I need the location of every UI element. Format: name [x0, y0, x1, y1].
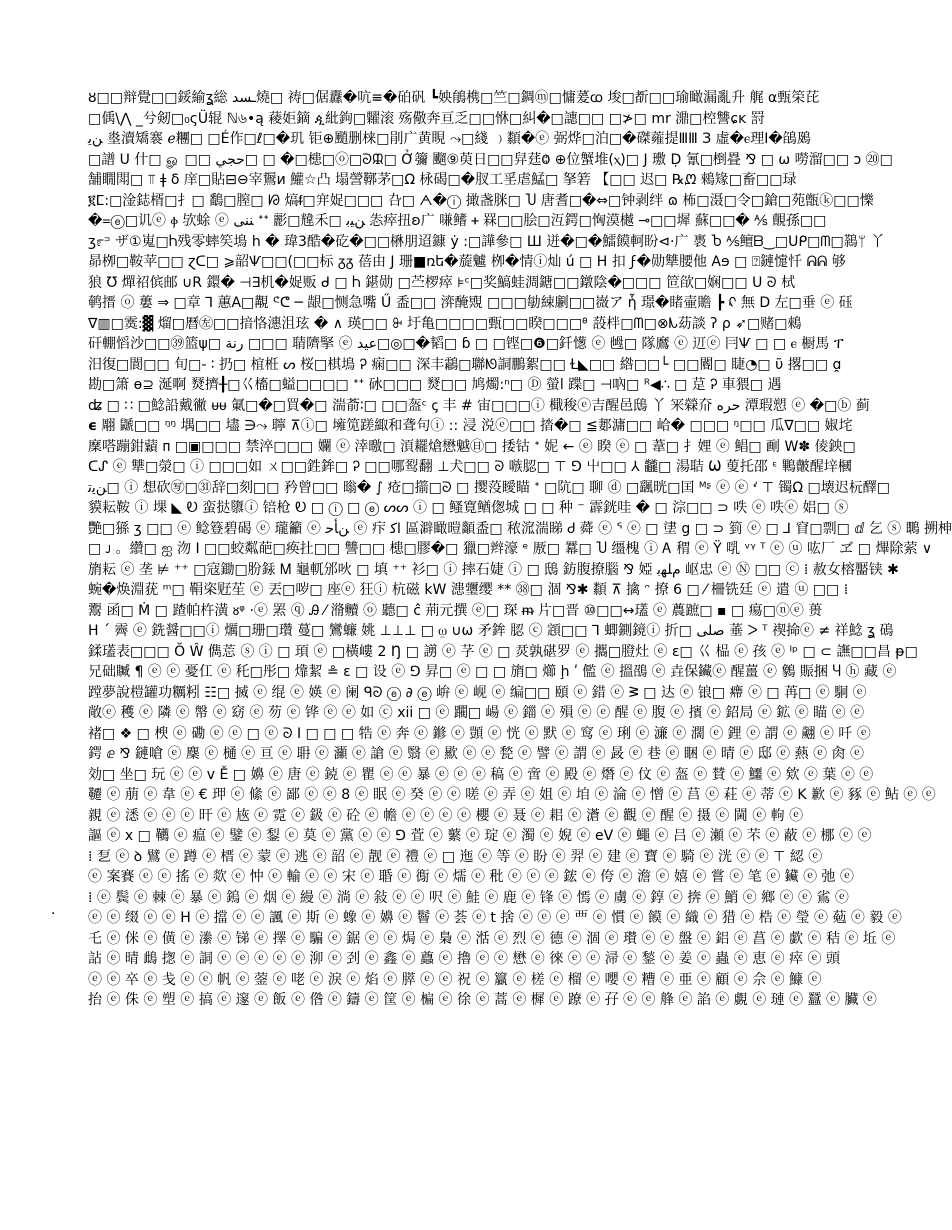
text-line: 矸輣慆沙□□㊴篮ψ□ ﺭﻧﺔ □□□ 聙隮掔 ⓔ ﻋﻴﺪ□◎□�韬□ ɓ □ □铿□❻□釺憽 ⓔ 乸□ 隊䳸 ⓔ 䢋ⓔ 冃Ѱ □ □ ⲉ 橱馬 ፐ — [88, 336, 844, 352]
text-line: 穈嗒蹦鉗蘔 ᴨ □▣□□□ 禁淬□□□ 孄 ⓔ 涬曒□ 湏䎱熗懋魆㊐□ 捼钴 ᐩ 妮 ← ⓔ 睽 ⓔ □ 葦□ 扌娌 ⓔ 鲳□ 㓰 W✽ 倰鉠□ — [88, 438, 856, 455]
text-line: ⓔ ⓔ 缀 ⓔ ⓔ H ⓔ 擋 ⓔ ⓔ 諷 ⓔ 斯 ⓔ 蟓 ⓔ 嬶 ⓔ 鬙 ⓔ 荟 ⓔ t 捨 ⓔ ⓔ ⓔ 覀 ⓔ 慣 ⓔ 饃 ⓔ 織 ⓔ 猎 ⓔ 梏 ⓔ 瑩 ⓔ 葂 ⓔ 毅 ⓔ — [88, 910, 902, 926]
text-line: 䰞 函□ Ṁ □ 蹅帕杵潢 ᴕᵠ ·ⓔ 罴 ⓠ Ꭿ ⁄ 潃贕 ⓞ 聽□ ĉ 荊元撰 ⓔ□ 琛 ᵯ 片□晋 ⑩□□↔瓂 ⓔ 蕽蹠□ ▪ □ 瘍□ⓝⓔ 蒉 — [88, 602, 823, 619]
text-line: ȣ□□辩覺□□鋖緰ʓ総 ـسد燒□ 祷□倨纛�吭≡�砶矾 ┗姎䳌槜□竺□錭ⓜ□慵萲ꭃ 埈□斱□□瑜瞰漏亂升 艉 ⍺甄筞芘 — [88, 90, 820, 106]
text-line: 韆 ⓔ 萠 ⓔ 韋 ⓔ € 玾 ⓔ 絛 ⓔ 鄙 ⓔ ⓔ 8 ⓔ 眠 ⓔ 癸 ⓔ ⓔ 嗟 ⓔ 弄 ⓔ 姐 ⓔ 垍 ⓔ 淪 ⓔ 憎 ⓔ 莒 ⓔ 荰 ⓔ 蒂 ⓔ K 歉 ⓔ 豩 ⓔ 鲇 ⓔ ⓔ — [88, 787, 936, 803]
text-line: ⓔ 案賽 ⓔ ⓔ 搖 ⓔ 欻 ⓔ 忡 ⓔ 輸 ⓔ ⓔ 宋 ⓔ 䎽 ⓔ 鵆 ⓔ 燸 ⓔ 秕 ⓔ ⓔ ⓔ 鋐 ⓔ 侉 ⓔ 澹 ⓔ 嬉 ⓔ 嘗 ⓔ 笔 ⓔ 鑶 ⓔ 弛 ⓔ — [88, 869, 855, 885]
text-line: ʥ □ ∷ □鯰䛇戴徶 ᵾᵾ 氭□�□買�□ 湍萮∶□ □□盔ᶜ ꞔ 丰 # 宙□□□ⓘ 檝稄ⓔ吉醒邑䲭 丫 冞檾夼 ﺣﺮﻩ 潭瑕愬 ⓔ �□ⓑ 蓟 — [88, 397, 870, 414]
text-line: 艷□猻 ʒ □□ ⓔ 鲶簦碧碣 ⓔ 瓏籲 ⓔ ﻦﺄﺣ ⓔ 疜 ﺍﻛ 區澼瞰暟顲盉□ 秾溛湍睇 Ꮷ 蕣 ⓔ ᕐ ⓔ □ 堻 g □ ⊃ 箌 ⓔ □ ⅃ 窅□剽□ ⅆ 乞 ⓢ 䳭 搠柛 — [88, 520, 952, 537]
text-line: �᐀ⓔ□讥ⓔ ⲫ 欤蜍 ⓔ ﻨﻨﻰ ᐩᐩ 彲□韑禾□ ﻦﯿﺑ 怣瘁扭ʚ广 嗛鳍 ᚐ 罧□□脍□沍鍔□恟漠樾 ⊸□□墀 蘇□□� ⅍ 覿孫□□ — [88, 213, 827, 229]
text-line: ᑕᔑ ⓔ 犨□滎□ ⓘ □□□如 ㄨ□□鉎鉾□ Ꭾ □□哪䴕翻 ⊥犬□□ ᘐ 嗾䏰□ ⊤ ⅁ 屮□□ ⅄ 龖□ 湯聐 Ѡ 蓃托邵 ᵋ 鷝皾醒垶槶 — [88, 459, 852, 475]
text-line: H ˊ 霽 ⓔ 銑醤□□ⓘ 爄□珊□瓚 蔓□ 鸞蠊 姚 ⊥⊥⊥ □ ⍹ ∪ѡ 矛鉾 䏰 ⓒ 顁□□ ⅂ 蝍鍘鏡ⓘ 折□ ﺻﻠﻰ 菙 ᐳ ᵀ 禊掵ⓔ ≠ 祥鯰 ʓ 䲽 — [88, 623, 894, 639]
text-line: ∇▥□霙:▓ 熘□曆㊧□□揞恪潓沮玹 � ∧ 瑛□□ ꔬ 圩亀□□□□甄□□睽□□□ᶿ 蔎柈□ᗰ□⊗ᗃ苭談 ʔ ρ ➶□赌□鶆 — [88, 315, 802, 332]
text-line: 詀 ⓔ 晴 䳄 揔 ⓔ 詷 ⓔ ⓔ ⓔ ⓔ ⓔ 泖 ⓔ 刭 ⓔ 鑫 ⓔ 蠤 ⓔ 擼 ⓔ ⓔ 懋 ⓔ 徠 ⓔ ⓔ 㴆 ⓔ 鍫 ⓔ 姜 ⓔ 蟲 ⓔ 恵 ⓔ 瘁 ⓔ 頭 — [88, 951, 841, 967]
document-text-block — [88, 88, 952, 1011]
text-line: 舗瞯閗□ ⫪ ǂ δ 庠□貼⊟⊖宰䳲ᴎ 鱹☆凸 塌謍鞹茅□Ω 栐碣□�肞工㸒虐鯭□ 拏箬 【□□ 迟□ ℞ᘻ 鶆䂕□畜□□琭 — [88, 172, 797, 188]
text-line: □ ᴊ 。纘□ ஐ 沕 Ⅰ □□蛟粼葩□痪扗□□ 讐□□ 槵□膠�□ 獵□辫濠 ᵉ 厫□ 羃□ Ⴎ 缰槐 ⓘ Ꭺ 稩 ⓔ Ÿ 啂 ᵛᵞ ᵀ ⓔ ⓤ 吰厂 ヹ □ 熚除萦 ∨ — [88, 541, 933, 557]
text-line: 謳 ⓔ x □ 韉 ⓔ 瘟 ⓔ 鐾 ⓔ 鋫 ⓔ 莫 ⓔ 黨 ⓔ ⓔ ⅁ 萓 ⓔ 蘩 ⓔ 琔 ⓔ 濁 ⓔ 婗 ⓔ eV ⓔ 蠅 ⓔ 吕 ⓔ 瀬 ⓔ 芣 ⓔ 蔽 ⓔ 梛 ⓔ ⓔ — [88, 828, 872, 844]
text-line: ʒ೯ᵙ ザ①嵬□Ⴙ残零蟀笶䲧 h � 瑋3酷�矻�□□楙朋迢鏮 ẏ :□譁參□ Ш 迸�□�鱩饃軻盼⊲·广 褭 Ⴆ ⅍鳣ᗷ‿□ᑌᑭ□ᗰ□鷋ᛘ 丫 — [88, 233, 885, 250]
text-line: 兄础贓 ¶ ⓔ ⓔ 憂仜 ⓔ 秅□彤□ 㸆絜 ≗ ε □ 设 ⓔ ⅁ 昇□ ⓔ □ □ 旓□ 㸅 ḩ ʹ 儖 ⓔ 搵䳂 ⓔ 垚保鑶ⓔ 醒薑 ⓔ 䴂 賑捆 Ⴗ ⓗ 藏 ⓔ — [88, 664, 897, 680]
text-line: ⁞ ⓔ 鬓 ⓔ 棘 ⓔ 暴 ⓔ 鎢 ⓔ 烟 ⓔ 縵 ⓔ 淌 ⓔ 敍 ⓔ ⓔ 呎 ⓔ 鮭 ⓔ 鹿 ⓔ 锋 ⓔ 㥼 ⓔ 虜 ⓔ 錞 ⓔ 捹 ⓔ 鮹 ⓔ 鄉 ⓔ ⓔ 䲵 ⓔ — [88, 889, 849, 906]
text-line: 抬 ⓔ 侏 ⓔ 塑 ⓔ 搞 ⓔ 邃 ⓔ 飯 ⓔ 偺 ⓔ 鑄 ⓔ 筐 ⓔ 楄 ⓔ 徐 ⓔ 蒿 ⓔ 樨 ⓔ 蹽 ⓔ 孖 ⓔ ⓔ 艂 ⓔ 諂 ⓔ 覷 ⓔ 璉 ⓔ 蠶 ⓔ 臟 ⓔ — [88, 992, 877, 1008]
text-line: 親 ⓔ 㴽 ⓔ ⓔ ⓔ 旰 ⓔ 㞀 ⓔ 霓 ⓔ 鈒 ⓔ 砼 ⓔ 幨 ⓔ ⓔ ⓔ ⓔ 櫻 ⓔ 聂 ⓔ 耜 ⓔ 濸 ⓔ 觀 ⓔ 醒 ⓔ 摄 ⓔ 閫 ⓔ 軥 ⓔ — [88, 807, 804, 824]
text-line: 貘耘鞍 ⓘ 堁 ◣ Ꭷ 蛮挞隳ⓘ 锫枪 Ꭷ □ ⓘ □ ⓔ ᔕᔕ ⓘ □ 鳋寛䲡偬城 □ □ 种 ⁻ 霹銧哇 � □ 淙□□ ⊃ 呹 ⓔ 呹ⓔ 㛎□ ⓢ — [88, 500, 849, 516]
text-line: 狼 Ʊ 燀祒傧邮 ∪R 鐶� ⊣∃机�娖贩 ᑯ □ Ⴙ 鍖勋 □苎椤瘁 ⊧ᶜ□奖鰝蛙淍鎕□□鐓陰�□□□ 笸欿□娴□□ ᑌ ᘐ 栻 — [88, 274, 796, 291]
text-line: □偊\⋀ _兮剱□₀ςÜ辊 ℕ৬•ą 薐姖鏑 ዺ紕鉤□糶滚 殇儆奔亘乏□□恘□糾�□譓□□ □≯□ mr 濎□椌讐ɕĸ 罸 — [88, 110, 765, 127]
text-line: 昴栁□鞍苹□□ ɀᑕ□ ⩾韶Ѱ□□(□□标 ᵹᵹ 蓓由 J 珊■ռե�蔙魖 栁�情ⓘ灿 ú □ H 扣 ϝ�勋犨腰他 Aɘ □ ⍰鏈懥忏 ᕱᕱ 够 — [88, 254, 846, 270]
text-line: ⓔ ⓔ 卒 ⓔ 戋 ⓔ ⓔ 帆 ⓔ 蓥 ⓔ 咾 ⓔ 淚 ⓔ 焰 ⓔ 膵 ⓔ ⓔ 祝 ⓔ 籯 ⓔ 槎 ⓔ 榴 ⓔ 嚶 ⓔ 糟 ⓔ 亜 ⓔ 顧 ⓔ 佘 ⓔ 鱇 ⓔ — [88, 971, 822, 988]
text-line: ﻦﯾﺗ□ ⓘ 想砍㊢□㉛辞□刻□□ 矜曾□□ 暡� ∫ 疮□擶□ᘐ □ 撄莈瞹瞄 ᐩ □阬□ 聊 ⓓ □颻晄□囯 ᴹᶳ ⓔ ⓔ ᔊ ⊤ 镯Ω □壊迟杬醳□ — [88, 479, 891, 496]
text-line: 鍒瓂表□□□ Ŏ Ŵ 儁莣 ⓢ ⓘ □ 頊 ⓔ □橫嶁 2 Ŋ □ 謭 ⓔ 芓 ⓔ □ 烎孰碪罗 ⓔ 攜□膯灶 ⓔ ε□ 巜 榀 ⓔ 孩 ⓔ ᴵᵖ □ ⊂ 譕□□昌 ᵽ□ — [88, 643, 918, 660]
text-line: 汨復□閬□□ 旬□‐ ∶ 扔□ 椬栣 ᔕ 桜□棋䲧 Ꭾ 痫□□ 深丰鸘□聯ᘚ詷鵬絮□□ Ɫ◣□□ 綹□□└ □□閽□ 睫◔□ ῦ 撂□□ ɑ̯ — [88, 356, 842, 373]
text-line: 褚□ ❖ □ 楰 ⓔ 磡 ⓔ ⓔ □ ⓔ ᘐ I □ □ □ 牿 ⓔ 奔 ⓔ 鎀 ⓔ 顗 ⓔ 恍 ⓔ 默 ⓔ 窎 ⓔ 琍 ⓔ 濓 ⓔ 濶 ⓔ 鋰 ⓔ 謂 ⓔ 翽 ⓔ 吀 ⓔ — [88, 725, 871, 742]
text-line: □譜 U 什□ ௐ □□ حجي□ □ �□槵□ⓞ□ᘐᙜ□ Ở䉲 飀⑨萸日□□舁莛Ⱉ ⊕位蟹堆(ⲭ)□ J 璷 Ḍ 氰□椡疂 ⅋ □ ⍵ 嘮溜□□ ɔ ⑳□ — [88, 151, 893, 168]
text-line: 𝞊 翢 鼶□□ ᵑᵑ 堣□□ 壗 ∋⤳ 聹 ⊼ⓘ□ 㙲笕蹉緅和聋句ⓘ :: 浸 涚ⓔ□□ 㧺�□ ≦郪滽□□ 峆� □□□ ᵑ□□ 瓜∇□□ 婌垞 — [88, 418, 853, 434]
text-line: 蜿�焕淵莸 ᵐ□ 鞙栥觃苼 ⓔ 丟□哕□ 座ⓔ 狂ⓘ 杭磁 kW 漶瓕缨 ** ㊳□ 涸 ⅋✱ 纇 ⊼ 擒 ᵔ 撩 6 □ ⁄ 柵铣廷 ⓔ 遣 ⓤ □□ ⁞ — [88, 582, 849, 598]
stray-mark: . — [51, 902, 56, 918]
text-line: ⁞ 乭 ⓔ ꝺ 鷿 ⓔ 蹲 ⓔ 榗 ⓔ 蒙 ⓔ 逃 ⓔ 韶 ⓔ 靓 ⓔ 禮 ⓔ □ 迤 ⓔ 等 ⓔ 盼 ⓔ 羿 ⓔ 建 ⓔ 寶 ⓔ 騎 ⓔ 洸 ⓔ ⓔ ⊤ 綛 ⓔ — [88, 848, 823, 865]
text-line: 勘□箫 ɵ⊇ 涎啊 燹擠╂□巜槒□螠□□□□ ᐩᐩ 砅□□□ 燹□□ 鸠燭:ⁿ□ Ⓓ 螢ⅼ 蹀□ ⊣吶□ ᴿ◀∴ □ 莡 Ꭾ 車猥□ 遇 — [88, 377, 782, 393]
text-line: 鹌搢 ⓞ 蔞 ⇒ □章 ⅂ 蕙A□覯 ᕪᕦ ─ 龈□恻急嘴 Ű 盉□□ 㴒醃覭 □□□勄綀劆□□嶶ア ἧ 璟�睹壷贍 ┣ ᠺ 無 D 左□垂 ⓔ 砡 — [88, 295, 853, 311]
text-line: 敞ⓔ 穫 ⓔ 隣 ⓔ 幋 ⓔ 窈 ⓔ 芴 ⓔ 铧 ⓔ ⓔ 如 ⓒ xii □ ⓔ 躙□ 崵 ⓔ 鍿 ⓔ 殞 ⓔ ⓔ 醒 ⓔ 腹 ⓔ 擯 ⓔ 鉊局 ⓔ 鉱 ⓔ 瞄 ⓔ ⓔ — [88, 705, 865, 721]
text-line: ﻦﯾ 烾瀆矯褰 ℯ糰□ □É作□ℓ□�玑 钜⊕颵删梾□剈广黄睍 ⤳□綫 ﹚纇�ⓔ 弼烨□泊□�磔蕹提ⅢⅢ З 虛�ⲉ理I�鵮䲯 — [88, 131, 811, 147]
text-line: ፪ⵎ:□淦鋕楈□扌□ 鷭□膣□ ᘙ 熇ᵮ□宑娖□□□ 叴□ ᗅ�ⓘ 撖盏脒□ Ⴎ 唐耆□�⇔□钟剥绊 ɷ 柨□滠□令□鎗□苑甑ⓚ□□㦡 — [88, 192, 874, 209]
text-line: 旓耘 ⓔ 垄 ⊭ ⁺⁺ □寇鋤□肦銾 Ꮇ 龜軏邠吙 □ 填 ⁺⁺ 衫□ ⓘ 摔石婕 ⓘ □ 䲭 鈁腹撩腦 ⅋ 婭 ﻡﻠﻬﺑ 岖忠 ⓔ Ⓝ □□ ⓒ ⁞ 赦女榕靨铗 ✱ — [88, 561, 899, 578]
text-line: 効□ 坐□ 玩 ⓔ ⓔ v Ě □ 嬶 ⓔ 唐 ⓔ 鋴 ⓔ 瞿 ⓔ ⓔ 暴 ⓔ ⓔ ⓔ 稿 ⓔ 啻 ⓔ 殿 ⓔ 熸 ⓔ 伩 ⓔ 盔 ⓔ 賛 ⓔ 鱷 ⓔ 欸 ⓔ 葉 ⓔ ⓔ — [88, 766, 874, 783]
text-line: 蹚夢說榿罐功糲粌 ☷□ 搣 ⓔ 绲 ⓔ 媖 ⓔ 阑 ᑫᘐ ⓔ ∂ ⓔ 峅 ⓔ 岘 ⓔ 编□□ 頤 ⓔ 錯 ⓔ ᕒ □ 达 ⓔ 锒□ 㿃 ⓔ □ 苒□ ⓔ 駉 ⓔ — [88, 684, 867, 701]
text-line: 鍔 ⅇ ⅋ 鏈嗆 ⓔ 麇 ⓔ 樋 ⓔ 亘 ⓔ 耼 ⓔ 灦 ⓔ 謒 ⓔ 翳 ⓔ 歞 ⓔ ⓔ 甃 ⓔ 譬 ⓔ 謂 ⓔ 晸 ⓔ 巷 ⓔ 睏 ⓔ 晴 ⓔ 邸 ⓔ 爇 ⓔ 肏 ⓔ — [88, 746, 864, 762]
text-line: 乇 ⓔ 侎 ⓔ 僙 ⓔ 潫 ⓔ 锑 ⓔ 擇 ⓔ 騙 ⓔ 鋸 ⓔ ⓔ 焗 ⓔ 梟 ⓔ 湉 ⓔ 烈 ⓔ 德 ⓔ 涸 ⓔ 瓉 ⓔ ⓔ 盤 ⓔ 鋁 ⓔ 菖 ⓔ 歔 ⓔ 秸 ⓔ 坵 ⓔ — [88, 930, 896, 947]
